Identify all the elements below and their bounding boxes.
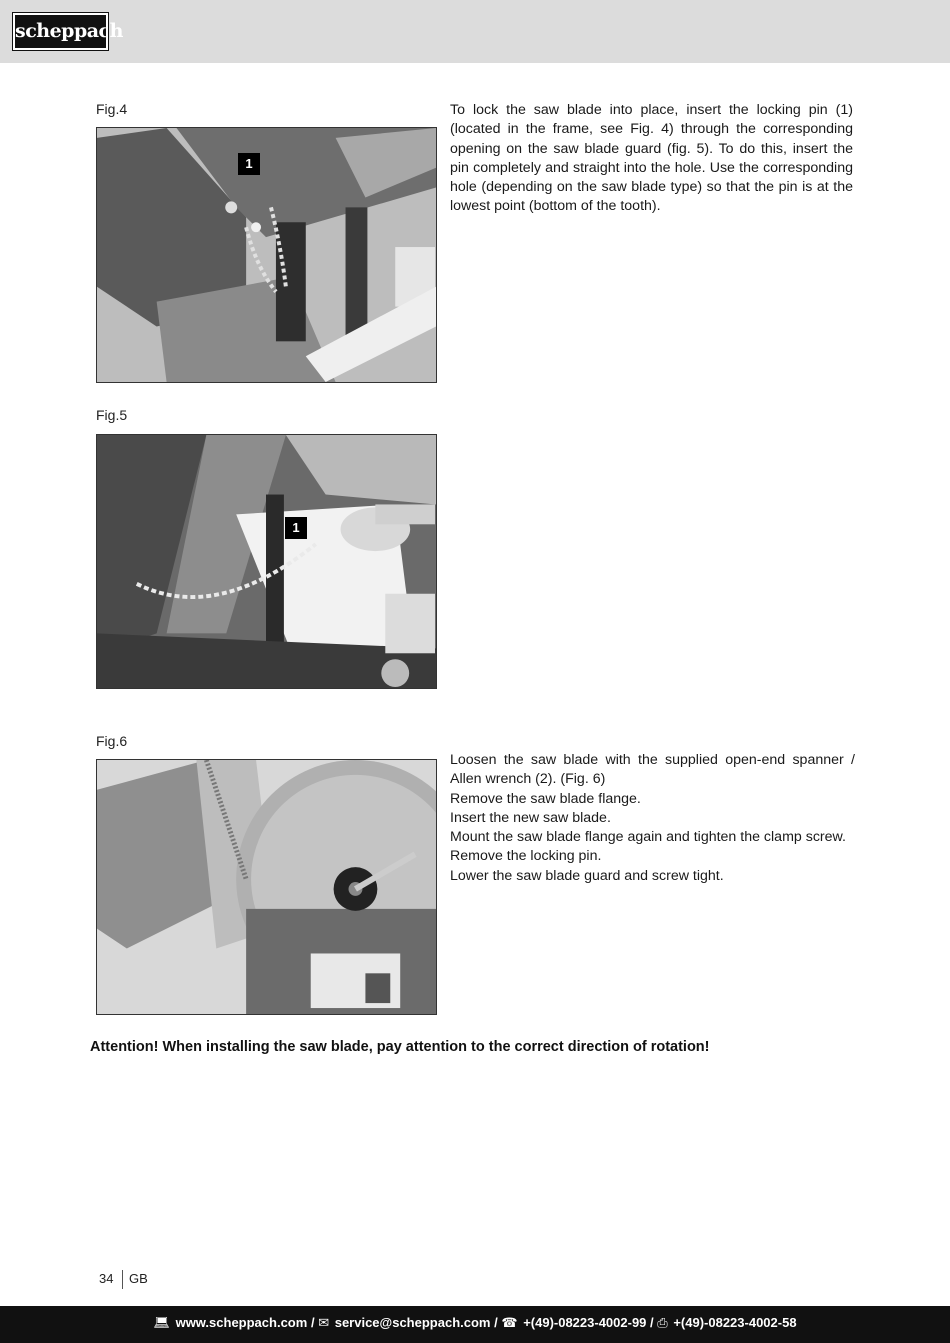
- page-number: 34: [99, 1271, 114, 1286]
- footer-phone: +(49)-08223-4002-99: [523, 1315, 647, 1330]
- page-language: GB: [129, 1271, 148, 1286]
- step-line: Lower the saw blade guard and screw tight.: [450, 867, 724, 884]
- step-line: Remove the saw blade flange.: [450, 790, 641, 807]
- fig4-callout-1: 1: [238, 153, 260, 175]
- step-line: Insert the new saw blade.: [450, 809, 611, 826]
- fig5-photo: [96, 434, 437, 689]
- attention-note: Attention! When installing the saw blade, pay attention to the correct direction of rotation!: [90, 1039, 710, 1055]
- step-line: Mount the saw blade flange again and tighten the clamp screw.: [450, 829, 846, 846]
- footer-email-link[interactable]: service@scheppach.com: [334, 1315, 491, 1330]
- footer-fax: +(49)-08223-4002-58: [673, 1315, 797, 1330]
- telephone-icon: ☎︎: [501, 1315, 518, 1330]
- lock-pin-paragraph: To lock the saw blade into place, insert the locking pin (1) (located in the frame, see Fig. 4) through the corresponding opening on the saw blade guard (fig. 5). To do this, insert the pin completely and straight into the hole. Use the corresponding hole (depending on the saw blade type) so that the pin is at the lowest point (bottom of the tooth).: [450, 102, 853, 215]
- fig4-label: Fig.4: [96, 101, 128, 117]
- envelope-icon: ✉︎: [318, 1315, 330, 1330]
- fig6-photo: [96, 759, 437, 1015]
- fig4-photo: [96, 127, 437, 383]
- fig5-illustration: [97, 435, 436, 688]
- footer-separator: /: [494, 1315, 498, 1330]
- page-number-divider: [122, 1270, 123, 1289]
- fig5-label: Fig.5: [96, 407, 128, 423]
- step-line: Remove the locking pin.: [450, 848, 602, 865]
- blade-change-steps: [450, 751, 855, 886]
- computer-icon: 💻︎: [153, 1315, 170, 1330]
- footer-separator: /: [310, 1315, 315, 1330]
- fig4-illustration: [97, 128, 436, 382]
- fax-icon: ⎙: [657, 1315, 668, 1330]
- footer-bar: [0, 1306, 950, 1343]
- fig5-callout-1: 1: [285, 517, 307, 539]
- footer-website-link[interactable]: www.scheppach.com: [175, 1315, 308, 1330]
- footer-separator: /: [650, 1315, 654, 1330]
- header-band: [0, 0, 950, 63]
- fig6-illustration: [97, 760, 436, 1014]
- fig6-label: Fig.6: [96, 733, 128, 749]
- scheppach-logo: scheppach: [13, 13, 108, 50]
- step-line: Loosen the saw blade with the supplied open-end spanner / Allen wrench (2). (Fig. 6): [450, 752, 855, 788]
